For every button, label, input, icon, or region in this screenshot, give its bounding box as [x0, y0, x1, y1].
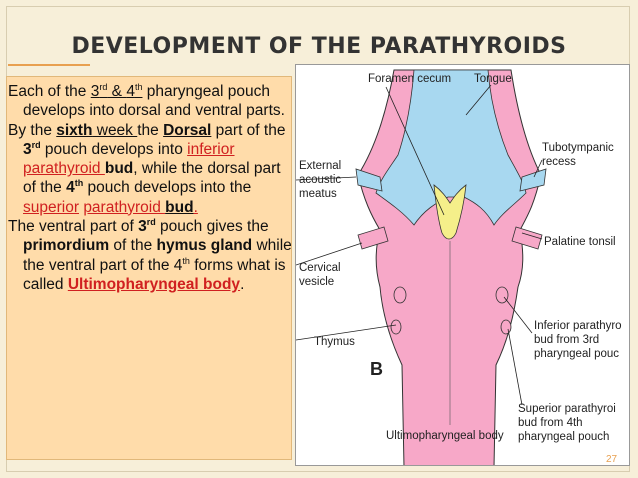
- bud-left-2: [391, 320, 401, 334]
- label-cervical-1: Cervical: [299, 262, 341, 274]
- pouch-3rd: [138, 218, 156, 235]
- page-number: 27: [606, 454, 618, 465]
- text-run: pharyngeal pouch develops into dorsal and ventral parts.: [23, 83, 285, 120]
- label-superior-2: bud from 4th: [518, 417, 583, 429]
- label-inferior-1: Inferior parathyro: [534, 320, 622, 332]
- text-run: the: [137, 121, 164, 139]
- paragraph-2: [8, 121, 292, 217]
- text-run: , while the dorsal part of the: [23, 160, 281, 197]
- keyword-sixth: sixth: [56, 121, 93, 139]
- text-run: of the: [109, 237, 157, 255]
- figure-letter: B: [370, 359, 383, 379]
- keyword-dorsal: Dorsal: [163, 121, 212, 139]
- label-thymus: Thymus: [314, 336, 355, 348]
- text-run: Each of the: [8, 83, 91, 100]
- label-tubotympanic-1: Tubotympanic: [542, 142, 614, 154]
- paragraph-1: [8, 82, 292, 121]
- label-inferior-3: pharyngeal pouc: [534, 348, 620, 360]
- superscript: th: [74, 178, 84, 189]
- superscript: rd: [99, 81, 108, 92]
- superscript: rd: [146, 216, 156, 227]
- bud-right-2: [501, 320, 511, 334]
- label-ultimopharyngeal: Ultimopharyngeal body: [386, 430, 504, 442]
- pouch-4th: [66, 179, 83, 196]
- text-run: week: [92, 121, 138, 139]
- body-text: [8, 82, 292, 294]
- label-tongue: Tongue: [474, 73, 512, 85]
- superscript: th: [134, 81, 143, 92]
- label-external-2: acoustic: [299, 174, 342, 186]
- text-run: .: [240, 275, 245, 293]
- text-run: .: [193, 198, 198, 216]
- label-external-1: External: [299, 160, 342, 172]
- pouch-3rd: [23, 141, 41, 158]
- keyword-inferior: inferior: [187, 140, 235, 158]
- text-run: 3: [90, 83, 100, 100]
- bud-left-1: [394, 287, 406, 303]
- label-inferior-2: bud from 3rd: [534, 334, 600, 346]
- text-run: part of the: [211, 121, 286, 139]
- keyword-parathyroid: parathyroid: [83, 198, 166, 216]
- paragraph-3: [8, 217, 292, 294]
- slide-title: DEVELOPMENT OF THE PARATHYROIDS: [71, 34, 567, 59]
- label-palatine-tonsil: Palatine tonsil: [544, 236, 616, 248]
- text-run: The ventral part of: [8, 218, 139, 236]
- pharyngeal-diagram: [296, 65, 630, 466]
- bud-right-1: [496, 287, 508, 303]
- keyword-bud: bud: [165, 198, 194, 216]
- keyword-thymus-gland: hymus gland: [156, 237, 253, 255]
- keyword-superior: superior: [23, 198, 79, 216]
- label-foramen-cecum: Foramen cecum: [368, 73, 452, 85]
- title-rule-left: [8, 64, 90, 66]
- keyword-bud: bud: [104, 160, 134, 178]
- pouch-3-4: [91, 83, 143, 100]
- keyword-primordium: primordium: [23, 237, 110, 255]
- label-cervical-2: vesicle: [299, 276, 335, 288]
- superscript: rd: [31, 139, 41, 150]
- text-run: &: [107, 83, 127, 100]
- superscript: th: [182, 255, 190, 266]
- text-run: By the: [8, 121, 57, 139]
- label-superior-1: Superior parathyroi: [518, 403, 616, 415]
- label-external-3: meatus: [299, 188, 337, 200]
- text-run: 3: [23, 140, 32, 158]
- text-run: 3: [138, 218, 147, 236]
- text-run: pouch develops into the: [83, 179, 252, 197]
- label-tubotympanic-2: recess: [542, 156, 576, 168]
- text-run: 4: [66, 179, 75, 197]
- text-run: pouch develops into: [40, 140, 188, 158]
- label-superior-3: pharyngeal pouch: [518, 431, 610, 443]
- text-run: while the ventral part of the 4: [23, 237, 292, 274]
- keyword-ultimopharyngeal: Ultimopharyngeal body: [67, 275, 241, 293]
- keyword-parathyroid: parathyroid: [23, 160, 105, 178]
- text-run: forms what is called: [23, 256, 286, 293]
- text-run: pouch gives the: [155, 218, 269, 236]
- figure-panel: [295, 64, 630, 466]
- text-run: 4: [126, 83, 135, 100]
